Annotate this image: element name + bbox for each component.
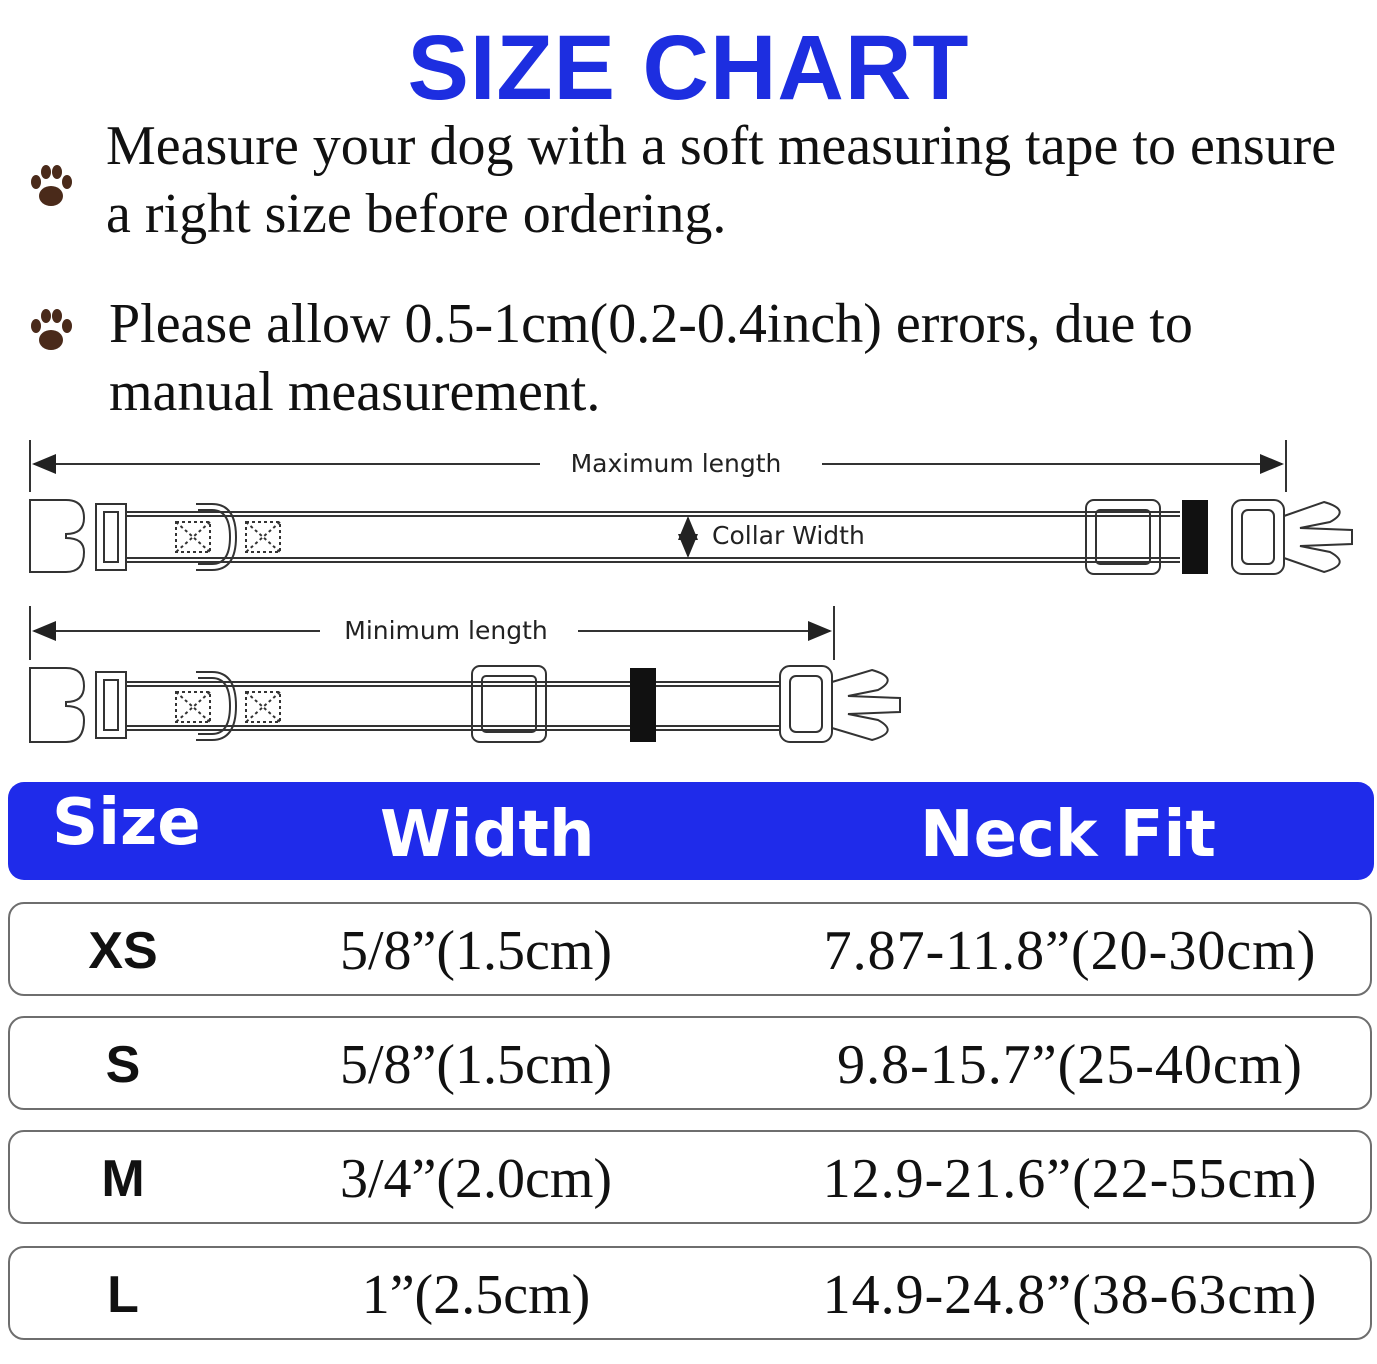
header-neck-fit: Neck Fit <box>920 798 1216 872</box>
paw-print-icon <box>26 306 76 356</box>
collar-diagram <box>0 430 1377 770</box>
table-row <box>8 1246 1372 1340</box>
paw-print-icon <box>26 162 76 212</box>
size-cell: S <box>105 1036 141 1094</box>
table-header <box>8 782 1374 880</box>
min-length-label: Minimum length <box>344 616 548 645</box>
size-cell: XS <box>88 922 158 980</box>
size-cell: M <box>101 1150 145 1208</box>
max-length-label: Maximum length <box>570 449 782 478</box>
width-cell: 3/4”(2.0cm) <box>339 1148 613 1210</box>
neck-fit-cell: 7.87-11.8”(20-30cm) <box>823 920 1317 982</box>
measure-note: Measure your dog with a soft measuring tape to ensure a right size before ordering. <box>106 115 1337 245</box>
width-cell: 5/8”(1.5cm) <box>339 920 613 982</box>
table-row <box>8 902 1372 996</box>
neck-fit-cell: 14.9-24.8”(38-63cm) <box>822 1264 1318 1326</box>
collar-max <box>30 500 1352 574</box>
collar-width-label: Collar Width <box>712 521 865 550</box>
collar-min <box>30 666 900 742</box>
page-title: SIZE CHART <box>407 17 970 119</box>
header-size: Size <box>52 786 201 860</box>
neck-fit-cell: 12.9-21.6”(22-55cm) <box>822 1148 1318 1210</box>
max-length-dimension <box>30 440 1286 492</box>
width-cell: 5/8”(1.5cm) <box>339 1034 613 1096</box>
table-row <box>8 1130 1372 1224</box>
header-width: Width <box>380 798 595 872</box>
collar-width-indicator <box>688 518 865 556</box>
size-cell: L <box>107 1266 139 1324</box>
table-row <box>8 1016 1372 1110</box>
min-length-dimension <box>30 606 834 660</box>
error-note: Please allow 0.5-1cm(0.2-0.4inch) errors, due to manual measurement. <box>109 293 1193 423</box>
width-cell: 1”(2.5cm) <box>361 1264 591 1326</box>
neck-fit-cell: 9.8-15.7”(25-40cm) <box>837 1034 1303 1096</box>
